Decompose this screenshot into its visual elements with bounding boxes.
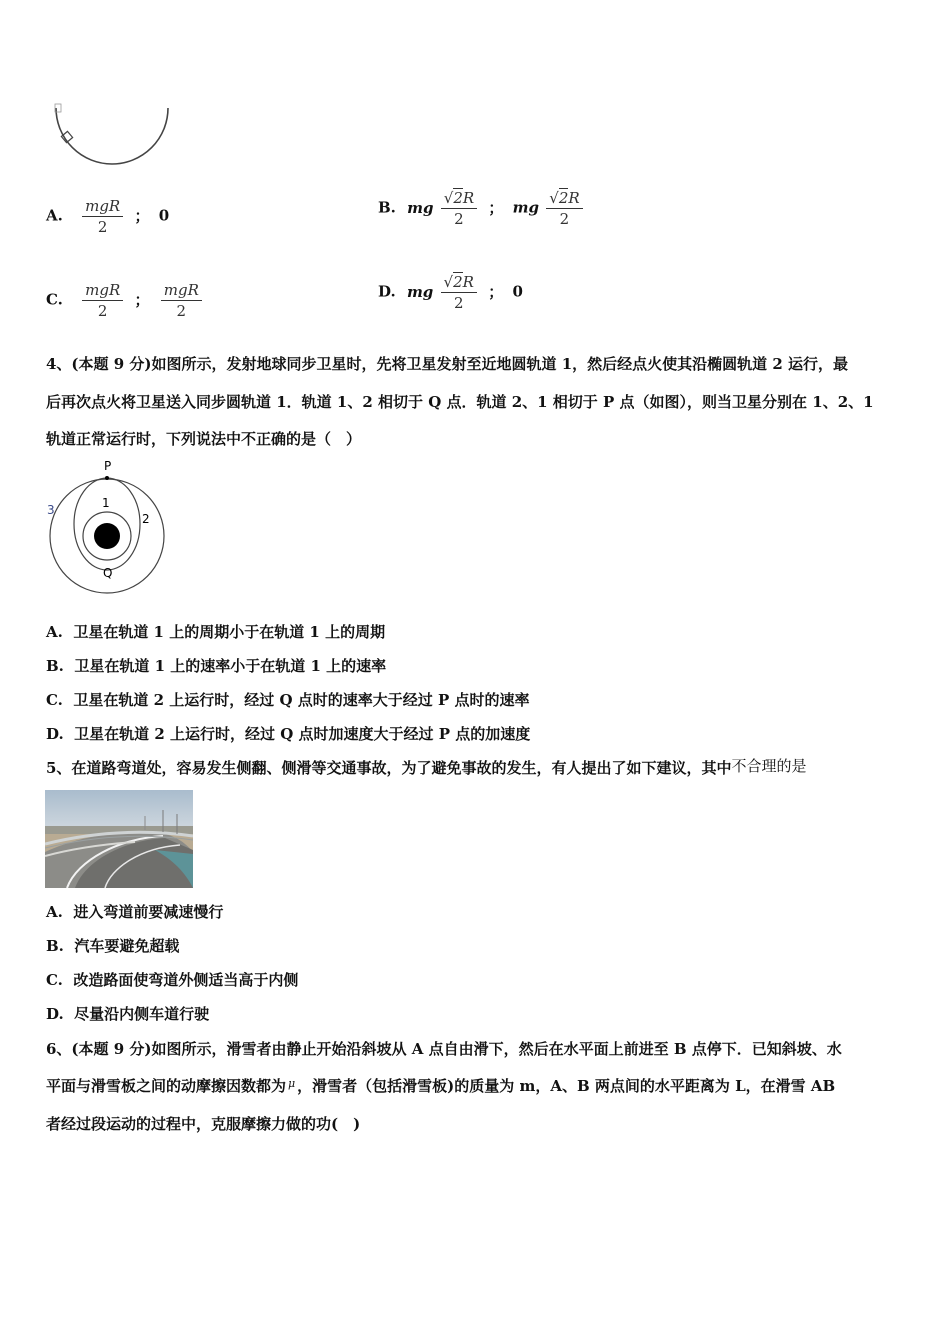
q5-stem: 5、在道路弯道处，容易发生侧翻、侧滑等交通事故，为了避免事故的发生，有人提出了如下建议，其中不合理的是 — [46, 757, 807, 777]
q4-stem-line-2: 后再次点火将卫星送入同步圆轨道 1．轨道 1、2 相切于 Q 点．轨道 2、1 相切于 P 点（如图），则当卫星分别在 1、2、1 — [46, 393, 874, 411]
q6-stem-line-2: 平面与滑雪板之间的动摩擦因数都为 $^\mu$ ，滑雪者（包括滑雪板)的质量为 m，A、B 两点间的水平距离为 L，在滑雪 AB — [46, 1077, 836, 1095]
label-orbit-1: 1 — [102, 496, 110, 510]
label-p: P — [104, 459, 112, 473]
curved-road-photo — [45, 790, 193, 888]
option-a: A. $\frac{\text{mgR}}{2}$ ； 0 — [46, 197, 170, 236]
q4-stem-line-3: 轨道正常运行时，下列说法中不正确的是（ ） — [46, 430, 362, 448]
option-d: D. mg $\frac{√2R}{2}$ ； 0 — [378, 273, 523, 312]
q5-option-c: C. 改造路面使弯道外侧适当高于内侧 — [46, 971, 299, 989]
fraction: $\frac{√2R}{2}$ — [441, 272, 477, 313]
mu-symbol: μ — [288, 1077, 296, 1090]
q4-option-d: D. 卫星在轨道 2 上运行时，经过 Q 点时加速度大于经过 P 点的加速度 — [46, 725, 531, 743]
q5-option-b: B. 汽车要避免超载 — [46, 937, 180, 955]
semicircle-track-figure — [52, 100, 172, 170]
q4-option-c: C. 卫星在轨道 2 上运行时，经过 Q 点时的速率大于经过 P 点时的速率 — [46, 691, 530, 709]
option-label: A. — [46, 206, 63, 225]
option-c: C. $\frac{\text{mgR}}{2}$ ； $\frac{\text{mgR}}{2}$ — [46, 280, 204, 321]
fraction: $\frac{√2R}{2}$ — [441, 188, 477, 229]
option-label: B. — [378, 198, 396, 217]
q5-option-a: A. 进入弯道前要减速慢行 — [46, 903, 224, 921]
fraction: $\frac{√2R}{2}$ — [546, 188, 582, 229]
q4-option-b: B. 卫星在轨道 1 上的速率小于在轨道 1 上的速率 — [46, 657, 387, 675]
q5-option-d: D. 尽量沿内侧车道行驶 — [46, 1005, 210, 1023]
label-q: Q — [103, 566, 113, 580]
q6-stem-line-3: 者经过段运动的过程中，克服摩擦力做的功( ) — [46, 1115, 361, 1133]
option-label: D. — [378, 282, 396, 301]
fraction: $\frac{\text{mgR}}{2}$ — [82, 196, 123, 237]
q4-stem-line-1: 4、(本题 9 分)如图所示，发射地球同步卫星时，先将卫星发射至近地圆轨道 1，然后经点火使其沿椭圆轨道 2 运行，最 — [46, 355, 849, 373]
option-b: B. mg $\frac{√2R}{2}$ ； mg $\frac{√2R}{2}$ — [378, 188, 585, 229]
orbit-figure — [44, 456, 170, 596]
label-orbit-2: 2 — [142, 512, 150, 526]
q6-stem-line-1: 6、(本题 9 分)如图所示，滑雪者由静止开始沿斜坡从 A 点自由滑下，然后在水平面上前进至 B 点停下．已知斜坡、水 — [46, 1040, 842, 1058]
q4-option-a: A. 卫星在轨道 1 上的周期小于在轨道 1 上的周期 — [46, 623, 386, 641]
option-label: C. — [46, 290, 63, 309]
fraction: $\frac{\text{mgR}}{2}$ — [161, 280, 202, 321]
fraction: $\frac{\text{mgR}}{2}$ — [82, 280, 123, 321]
label-orbit-3: 3 — [47, 503, 55, 517]
